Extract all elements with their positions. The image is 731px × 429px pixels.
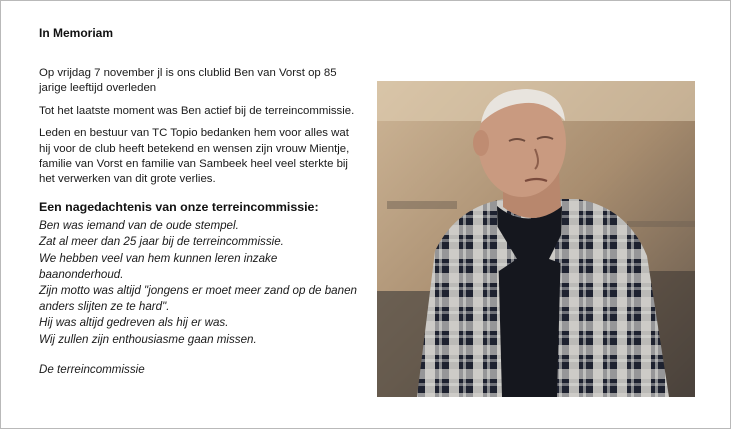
spacer [39,348,361,362]
tribute-line: Wij zullen zijn enthousiasme gaan missen. [39,332,257,346]
tribute-line: Ben was iemand van de oude stempel. [39,219,239,233]
paragraph-activity: Tot het laatste moment was Ben actief bij de terreincommissie. [39,104,355,117]
tribute-line: Zijn motto was altijd "jongens er moet meer zand op de banen anders slijten ze te hard". [39,284,357,314]
portrait-photo [377,81,695,397]
paragraph-announcement: Op vrijdag 7 november jl is ons clublid Ben van Vorst op 85 jarige leeftijd overleden [39,67,337,95]
tribute-signature: De terreincommissie [39,362,145,376]
portrait-illustration [377,81,695,397]
tribute-line: We hebben veel van hem kunnen leren inzake baanonderhoud. [39,251,278,281]
text-column [39,66,361,378]
tribute-text [39,218,361,378]
tribute-line: Hij was altijd gedreven als hij er was. [39,316,229,330]
tribute-heading: Een nagedachtenis van onze terreincommissie: [39,199,319,214]
tribute-line: Zat al meer dan 25 jaar bij de terreincommissie. [39,235,284,249]
paragraph-condolences: Leden en bestuur van TC Topio bedanken hem voor alles wat hij voor de club heeft betekend en wensen zijn vrouw Mientje, familie van Vorst en familie van Sambeek heel veel sterkte bij het verwerken van dit grote verlies. [39,127,350,186]
page-title: In Memoriam [39,26,114,40]
